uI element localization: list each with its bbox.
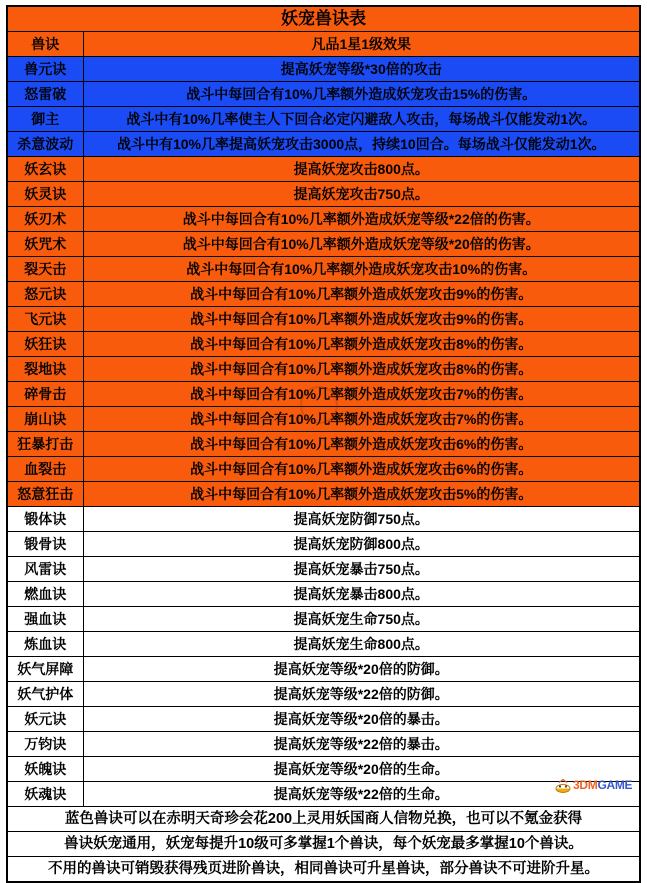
table-body	[7, 6, 640, 882]
skill-name-cell: 锻体诀	[7, 507, 83, 532]
skill-effect-cell: 战斗中每回合有10%几率额外造成妖宠攻击7%的伤害。	[83, 382, 640, 407]
page-title: 妖宠兽诀表	[7, 6, 640, 32]
watermark-brand-suffix: GAME	[597, 778, 633, 792]
table-row	[7, 482, 640, 507]
skill-name-cell: 狂暴打击	[7, 432, 83, 457]
table-row	[7, 332, 640, 357]
skill-effect-cell: 提高妖宠等级*22倍的暴击。	[83, 732, 640, 757]
skill-name-cell: 妖元诀	[7, 707, 83, 732]
skill-name-cell: 万钧诀	[7, 732, 83, 757]
skill-name-cell: 妖魄诀	[7, 757, 83, 782]
footer-note: 不用的兽诀可销毁获得残页进阶兽诀，相同兽诀可升星兽诀，部分兽诀不可进阶升星。	[7, 857, 640, 883]
skill-name-cell: 御主	[7, 107, 83, 132]
skill-effect-cell: 提高妖宠生命800点。	[83, 632, 640, 657]
skill-effect-cell: 战斗中每回合有10%几率额外造成妖宠攻击8%的伤害。	[83, 357, 640, 382]
skill-effect-cell: 战斗中每回合有10%几率额外造成妖宠等级*20倍的伤害。	[83, 232, 640, 257]
skill-effect-cell: 战斗中有10%几率使主人下回合必定闪避敌人攻击，每场战斗仅能发动1次。	[83, 107, 640, 132]
skill-effect-cell: 提高妖宠防御800点。	[83, 532, 640, 557]
table-row	[7, 582, 640, 607]
skill-effect-cell: 战斗中每回合有10%几率额外造成妖宠攻击6%的伤害。	[83, 432, 640, 457]
skill-effect-cell: 战斗中每回合有10%几率额外造成妖宠攻击9%的伤害。	[83, 307, 640, 332]
skill-name-cell: 妖魂诀	[7, 782, 83, 807]
skill-name-cell: 怒意狂击	[7, 482, 83, 507]
skill-effect-cell: 战斗中每回合有10%几率额外造成妖宠等级*22倍的伤害。	[83, 207, 640, 232]
table-row	[7, 682, 640, 707]
skill-effect-cell: 提高妖宠攻击750点。	[83, 182, 640, 207]
table-row	[7, 457, 640, 482]
skill-name-cell: 妖气护体	[7, 682, 83, 707]
table-row	[7, 182, 640, 207]
column-header-name: 兽诀	[7, 32, 83, 57]
skill-name-cell: 妖刃术	[7, 207, 83, 232]
skill-name-cell: 燃血诀	[7, 582, 83, 607]
watermark-brand-prefix: 3DM	[573, 778, 598, 792]
skill-name-cell: 锻骨诀	[7, 532, 83, 557]
skill-effect-cell: 提高妖宠等级*20倍的生命。	[83, 757, 640, 782]
table-note-row	[7, 857, 640, 883]
table-row	[7, 257, 640, 282]
skill-effect-cell: 提高妖宠等级*20倍的防御。	[83, 657, 640, 682]
skill-effect-cell: 提高妖宠等级*22倍的生命。	[83, 782, 640, 807]
skill-name-cell: 妖咒术	[7, 232, 83, 257]
skill-name-cell: 兽元诀	[7, 57, 83, 82]
skill-effect-cell: 提高妖宠攻击800点。	[83, 157, 640, 182]
skill-name-cell: 裂地诀	[7, 357, 83, 382]
skill-name-cell: 怒元诀	[7, 282, 83, 307]
column-header-effect: 凡品1星1级效果	[83, 32, 640, 57]
skill-effect-cell: 战斗中每回合有10%几率额外造成妖宠攻击10%的伤害。	[83, 257, 640, 282]
skill-name-cell: 妖气屏障	[7, 657, 83, 682]
skill-effect-cell: 战斗中有10%几率提高妖宠攻击3000点，持续10回合。每场战斗仅能发动1次。	[83, 132, 640, 157]
footer-note: 蓝色兽诀可以在赤明天奇珍会花200上灵用妖国商人信物兑换，也可以不氪金获得	[7, 807, 640, 832]
skill-name-cell: 血裂击	[7, 457, 83, 482]
beast-skill-table	[6, 5, 641, 883]
skill-effect-cell: 提高妖宠生命750点。	[83, 607, 640, 632]
footer-note: 兽诀妖宠通用，妖宠每提升10级可多掌握1个兽诀，每个妖宠最多掌握10个兽诀。	[7, 832, 640, 857]
skill-effect-cell: 战斗中每回合有10%几率额外造成妖宠攻击8%的伤害。	[83, 332, 640, 357]
skill-effect-cell: 战斗中每回合有10%几率额外造成妖宠攻击15%的伤害。	[83, 82, 640, 107]
table-row	[7, 532, 640, 557]
skill-effect-cell: 提高妖宠等级*20倍的暴击。	[83, 707, 640, 732]
table-row	[7, 507, 640, 532]
table-note-row	[7, 832, 640, 857]
skill-name-cell: 崩山诀	[7, 407, 83, 432]
skill-name-cell: 强血诀	[7, 607, 83, 632]
skill-effect-cell: 战斗中每回合有10%几率额外造成妖宠攻击5%的伤害。	[83, 482, 640, 507]
table-title-row	[7, 6, 640, 32]
table-row	[7, 132, 640, 157]
table-row	[7, 557, 640, 582]
table-row	[7, 432, 640, 457]
table-row	[7, 757, 640, 782]
table-row	[7, 732, 640, 757]
skill-effect-cell: 战斗中每回合有10%几率额外造成妖宠攻击9%的伤害。	[83, 282, 640, 307]
skill-name-cell: 裂天击	[7, 257, 83, 282]
table-row	[7, 607, 640, 632]
table-row	[7, 632, 640, 657]
skill-effect-cell: 提高妖宠等级*30倍的攻击	[83, 57, 640, 82]
table-row	[7, 207, 640, 232]
table-row	[7, 407, 640, 432]
table-row	[7, 357, 640, 382]
table-row	[7, 707, 640, 732]
table-row	[7, 232, 640, 257]
skill-name-cell: 飞元诀	[7, 307, 83, 332]
table-note-row	[7, 807, 640, 832]
table-row	[7, 382, 640, 407]
table-row	[7, 82, 640, 107]
skill-effect-cell: 提高妖宠等级*22倍的防御。	[83, 682, 640, 707]
table-row	[7, 107, 640, 132]
table-row	[7, 57, 640, 82]
skill-effect-cell: 战斗中每回合有10%几率额外造成妖宠攻击7%的伤害。	[83, 407, 640, 432]
table-row	[7, 782, 640, 807]
skill-name-cell: 碎骨击	[7, 382, 83, 407]
table-row	[7, 307, 640, 332]
table-header-row	[7, 32, 640, 57]
skill-name-cell: 杀意波动	[7, 132, 83, 157]
skill-name-cell: 妖狂诀	[7, 332, 83, 357]
skill-name-cell: 炼血诀	[7, 632, 83, 657]
skill-name-cell: 怒雷破	[7, 82, 83, 107]
skill-effect-cell: 提高妖宠暴击750点。	[83, 557, 640, 582]
skill-name-cell: 妖灵诀	[7, 182, 83, 207]
table-row	[7, 157, 640, 182]
skill-effect-cell: 战斗中每回合有10%几率额外造成妖宠攻击6%的伤害。	[83, 457, 640, 482]
table-row	[7, 657, 640, 682]
skill-effect-cell: 提高妖宠防御750点。	[83, 507, 640, 532]
skill-effect-cell: 提高妖宠暴击800点。	[83, 582, 640, 607]
skill-name-cell: 妖玄诀	[7, 157, 83, 182]
table-row	[7, 282, 640, 307]
skill-name-cell: 风雷诀	[7, 557, 83, 582]
